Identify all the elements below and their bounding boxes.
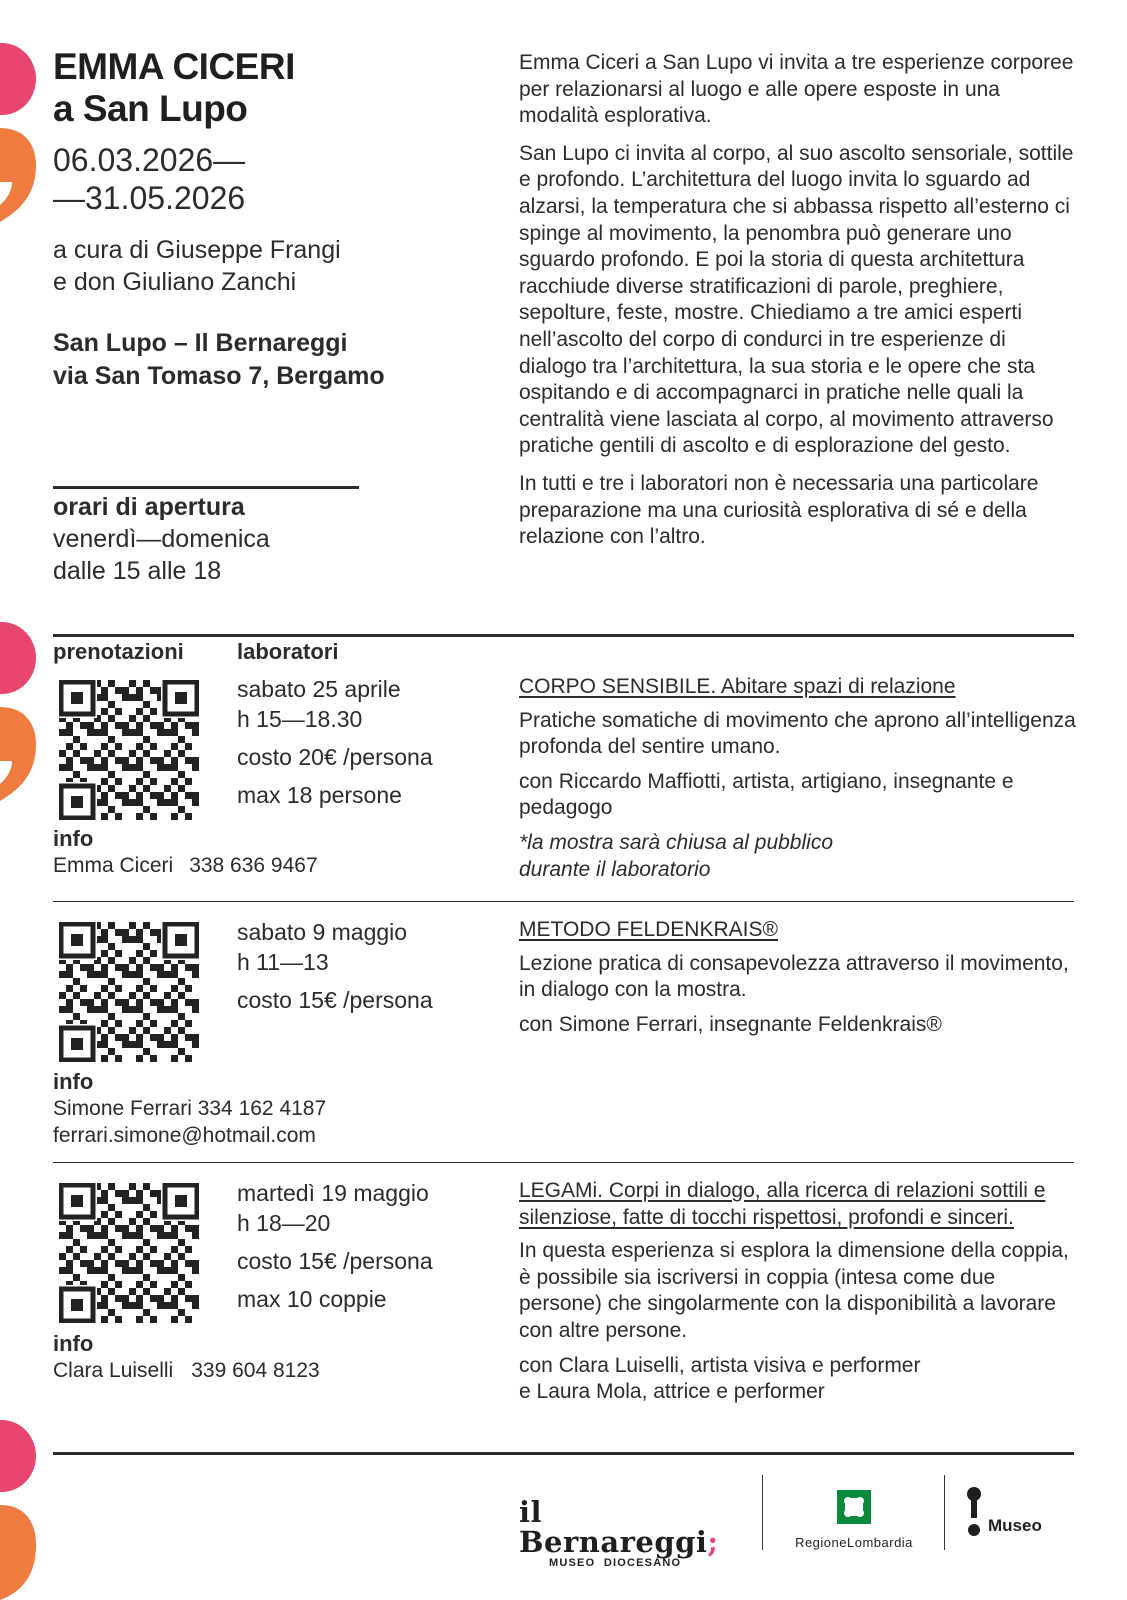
- comma-shape-middle: [0, 622, 36, 801]
- regione-lombardia-icon: [837, 1490, 871, 1524]
- workshop-1-title: CORPO SENSIBILE. Abitare spazi di relazione: [519, 675, 956, 698]
- workshop-3-title: LEGAMi. Corpi in dialogo, alla ricerca di relazioni sottili e silenziose, fatte di tocchi rispettosi, profondi e sinceri.: [519, 1179, 1046, 1229]
- title-line-1: EMMA CICERI: [53, 46, 295, 87]
- date-end: —31.05.2026: [53, 180, 246, 216]
- hours-divider: [53, 486, 359, 489]
- hours-days: venerdì—domenica: [53, 525, 270, 553]
- bernareggi-logo: [519, 1497, 751, 1569]
- venue: [53, 327, 385, 393]
- date-start: 06.03.2026—: [53, 142, 246, 178]
- info-label: info: [53, 826, 94, 851]
- hours-label: orari di apertura: [53, 493, 245, 521]
- workshop-3-description: [519, 1178, 1079, 1414]
- page-title: [53, 46, 295, 130]
- workshop-1-contact-phone[interactable]: 338 636 9467: [189, 854, 318, 877]
- curated-line-2: e don Giuliano Zanchi: [53, 268, 297, 296]
- footer-separator-1: [762, 1475, 763, 1550]
- qr-code-booking-1[interactable]: [59, 680, 199, 820]
- title-line-2: a San Lupo: [53, 88, 248, 129]
- workshop-2-description: [519, 917, 1079, 1046]
- workshops-label: laboratori: [237, 639, 339, 664]
- qr-code-booking-3[interactable]: [59, 1183, 199, 1323]
- bookings-label: prenotazioni: [53, 639, 184, 664]
- workshop-2-time: h 11—13: [237, 949, 329, 975]
- workshop-1-cost: costo 20€ /persona: [237, 744, 433, 770]
- workshop-1-text: Pratiche somatiche di movimento che aprono all’intelligenza profonda del sentire umano.: [519, 708, 1076, 759]
- intro-paragraph-1: Emma Ciceri a San Lupo vi invita a tre esperienze corporee per relazionarsi al luogo e alle opere esposte in una modalità esplorativa.: [519, 51, 1074, 128]
- workshop-1-info: [53, 826, 318, 879]
- workshop-2-contact-email[interactable]: ferrari.simone@hotmail.com: [53, 1124, 316, 1147]
- decorative-commas: [0, 0, 40, 1600]
- workshop-3-contact-phone[interactable]: 339 604 8123: [191, 1359, 320, 1382]
- workshop-3-max: max 10 coppie: [237, 1286, 387, 1312]
- intro-paragraph-3: In tutti e tre i laboratori non è necessaria una particolare preparazione ma una curiosità esplorativa di sé e della relazione con l’altro.: [519, 471, 1039, 549]
- workshop-1-details: [237, 674, 433, 818]
- venue-line-1: San Lupo – Il Bernareggi: [53, 329, 348, 357]
- workshop-1-description: [519, 674, 1079, 891]
- section-divider: [53, 634, 1074, 637]
- workshop-3-details: [237, 1178, 433, 1322]
- venue-line-2: via San Tomaso 7, Bergamo: [53, 362, 385, 390]
- workshop-2-text: Lezione pratica di consapevolezza attraverso il movimento, in dialogo con la mostra.: [519, 951, 1069, 1002]
- curators: [53, 234, 341, 298]
- footer-divider: [53, 1452, 1074, 1455]
- workshop-3-text: In questa esperienza si esplora la dimensione della coppia, è possibile sia iscriversi in coppia (intesa come due persone) che singolarmente con la disponibilità a lavorare con altre persone.: [519, 1239, 1069, 1342]
- workshop-3-contact-name: Clara Luiselli: [53, 1359, 174, 1382]
- hours-times: dalle 15 alle 18: [53, 557, 222, 585]
- workshop-3-date: martedì 19 maggio: [237, 1180, 429, 1206]
- workshop-1-note: *la mostra sarà chiusa al pubblico durante il laboratorio: [519, 830, 833, 881]
- workshop-1-max: max 18 persone: [237, 782, 402, 808]
- workshop-3-info: [53, 1331, 320, 1384]
- workshop-2-details: [237, 917, 433, 1023]
- workshop-3-cost: costo 15€ /persona: [237, 1248, 433, 1274]
- workshop-2-info: [53, 1069, 326, 1149]
- comma-shape-top: [0, 43, 36, 222]
- curated-line-1: a cura di Giuseppe Frangi: [53, 236, 341, 264]
- workshop-2-cost: costo 15€ /persona: [237, 987, 433, 1013]
- exhibition-dates: [53, 141, 245, 217]
- museo-text: Museo: [988, 1516, 1042, 1535]
- opening-hours: [53, 491, 270, 587]
- regione-lombardia-logo: [780, 1490, 928, 1550]
- workshop-divider-2: [53, 1162, 1074, 1163]
- museo-logo: [964, 1486, 1042, 1543]
- info-label: info: [53, 1331, 94, 1356]
- bernareggi-logo-subtitle: MUSEO DIOCESANO: [549, 1557, 682, 1569]
- workshop-1-date: sabato 25 aprile: [237, 676, 401, 702]
- bernareggi-logo-name: il Bernareggi: [519, 1495, 708, 1559]
- info-label: info: [53, 1069, 94, 1094]
- intro-text: [519, 50, 1079, 562]
- museo-keyhole-icon: [964, 1486, 986, 1538]
- workshop-divider-1: [53, 901, 1074, 902]
- comma-shape-bottom: [0, 1420, 36, 1600]
- workshop-2-date: sabato 9 maggio: [237, 919, 408, 945]
- workshop-2-with: con Simone Ferrari, insegnante Feldenkrais®: [519, 1012, 942, 1036]
- intro-paragraph-2: San Lupo ci invita al corpo, al suo ascolto sensoriale, sottile e profondo. L’architettura del luogo invita lo sguardo ad alzarsi, la temperatura che si abbassa rispetto all’esterno ci spinge al movimento, la penombra può generare uno sguardo profondo. E poi la storia di questa architettura racchiude diverse stratificazioni di parole, preghiere, sepolture, feste, mostre. Chiediamo a tre amici esperti nell’ascolto del corpo di condurci in tre esperienze di dialogo tra l’architettura, la sua storia e le opere che sta ospitando e di accompagnarci in pratiche nelle quali la centralità viene lasciata al corpo, al movimento attraverso pratiche gentili di ascolto e di esplorazione del gesto.: [519, 141, 1074, 458]
- workshop-3-with: con Clara Luiselli, artista visiva e performer e Laura Mola, attrice e performer: [519, 1353, 921, 1404]
- regione-lombardia-text: RegioneLombardia: [795, 1535, 913, 1550]
- workshop-1-contact-name: Emma Ciceri: [53, 854, 174, 877]
- workshop-2-contact-phone[interactable]: Simone Ferrari 334 162 4187: [53, 1097, 327, 1120]
- workshop-1-with: con Riccardo Maffiotti, artista, artigiano, insegnante e pedagogo: [519, 769, 1014, 820]
- workshop-1-time: h 15—18.30: [237, 706, 363, 732]
- workshop-3-time: h 18—20: [237, 1210, 331, 1236]
- qr-code-booking-2[interactable]: [59, 922, 199, 1062]
- footer-separator-2: [944, 1475, 945, 1550]
- workshop-2-title: METODO FELDENKRAIS®: [519, 918, 778, 941]
- logo-comma-icon: ;: [707, 1525, 719, 1559]
